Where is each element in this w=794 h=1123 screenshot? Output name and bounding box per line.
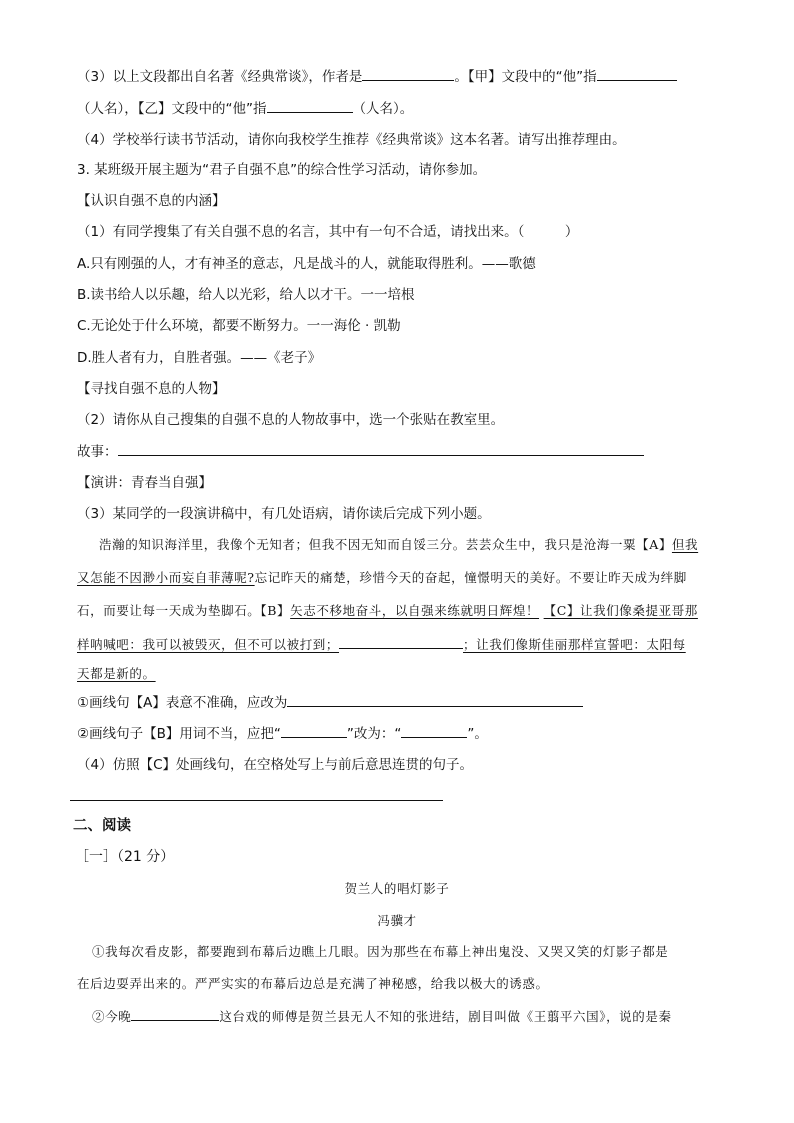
q1-question: （1）有同学搜集了有关自强不息的名言，其中有一句不合适，请找出来。（ ） — [77, 224, 579, 240]
section-reading: 二、阅读 — [73, 818, 131, 834]
passage-l2-text: 忘记昨天的痛楚，珍惜今天的奋起，憧憬明天的美好。不要让昨天成为绊脚 — [254, 570, 687, 585]
answer-line[interactable] — [70, 800, 443, 801]
para2-text-a: ②今晚 — [92, 1009, 132, 1024]
q3-line2 — [77, 98, 413, 119]
author-blank[interactable] — [362, 66, 454, 81]
q3-text-b: 。【甲】文段中的“他”指 — [454, 69, 597, 85]
sub-question-2 — [77, 723, 488, 744]
story-label: 故事： — [77, 444, 118, 460]
q3-line1 — [77, 66, 677, 87]
q4-imitation-question: （4）仿照【C】处画线句，在空格处写上与前后意思连贯的句子。 — [77, 757, 474, 773]
sub2-text-b: ”改为：“ — [346, 726, 402, 742]
sub1-text: ①画线句【A】表意不准确，应改为 — [77, 695, 288, 711]
sentence-a-part1: 但我 — [671, 537, 699, 552]
option-c[interactable]: C.无论处于什么环境，都要不断努力。一一海伦 · 凯勒 — [77, 318, 401, 334]
revise-a-blank[interactable] — [287, 692, 583, 707]
passage-l3-text: 石，而要让每一天成为垫脚石。【B】 — [77, 603, 291, 618]
para2-text-b: 这台戏的师傅是贺兰县无人不知的张进结，剧目叫做《王翦平六国》，说的是秦 — [219, 1009, 672, 1024]
part-one-heading: ［一］（21 分） — [75, 849, 175, 865]
item3-heading: 3. 某班级开展主题为“君子自强不息”的综合性学习活动，请你参加。 — [77, 162, 487, 178]
passage-line-1 — [99, 535, 698, 555]
paragraph-1-line-2: 在后边耍弄出来的。严严实实的布幕后边总是充满了神秘感，给我以极大的诱惑。 — [77, 976, 549, 991]
option-b[interactable]: B.读书给人以乐趣，给人以光彩，给人以才干。一一培根 — [77, 287, 415, 303]
section-meaning: 【认识自强不息的内涵】 — [77, 193, 226, 209]
sentence-c-part3: ；让我们像斯佳丽那样宣誓吧：太阳每 — [463, 637, 686, 652]
option-d[interactable]: D.胜人者有力，自胜者强。——《老子》 — [77, 350, 322, 366]
sub2-text-a: ②画线句子【B】用词不当，应把“ — [77, 726, 281, 742]
q4-question: （4）学校举行读书节活动，请你向我校学生推荐《经典常谈》这本名著。请写出推荐理由。 — [77, 132, 626, 148]
passage-line-2 — [77, 568, 687, 588]
sub-question-1 — [77, 692, 583, 713]
passage-line-5 — [77, 664, 156, 684]
paragraph-2-line-1 — [92, 1006, 672, 1027]
sentence-a-part2: 又怎能不因渺小而妄自菲薄呢? — [77, 570, 255, 585]
jia-person-blank[interactable] — [597, 66, 677, 81]
q3-line2-text-a: （人名），【乙】文段中的“他”指 — [77, 101, 267, 117]
option-a[interactable]: A.只有刚强的人，才有神圣的意志，凡是战斗的人，就能取得胜利。——歌德 — [77, 256, 536, 272]
q3-line2-text-b: （人名）。 — [352, 101, 414, 117]
section-speech: 【演讲：青春当自强】 — [77, 475, 212, 491]
section-person: 【寻找自强不息的人物】 — [77, 381, 226, 397]
paragraph-1-line-1: ①我每次看皮影，都要跑到布幕后边瞧上几眼。因为那些在布幕上神出鬼没、又哭又笑的灯影子都是 — [92, 944, 669, 959]
sentence-c-part4: 天都是新的。 — [77, 666, 156, 681]
imitation-blank[interactable] — [339, 634, 463, 649]
sentence-c-part2: 样呐喊吧：我可以被毁灭，但不可以被打到； — [77, 637, 340, 652]
correct-word-blank[interactable] — [401, 723, 467, 738]
story-line — [77, 441, 644, 462]
q3-text-a: （3）以上文段都出自名著《经典常谈》，作者是 — [77, 69, 363, 85]
article-title: 贺兰人的唱灯影子 — [344, 881, 450, 896]
yi-person-blank[interactable] — [267, 98, 353, 113]
sentence-b: 矢志不移地奋斗，以自强来练就明日辉煌！ — [290, 603, 540, 618]
sub2-text-c: ”。 — [467, 726, 488, 742]
passage-line-4 — [77, 634, 686, 655]
para2-blank[interactable] — [131, 1006, 219, 1021]
article-author: 冯骥才 — [377, 913, 417, 928]
sentence-c-part1: 【C】让我们像桑提亚哥那 — [543, 603, 698, 618]
passage-line-3 — [77, 601, 698, 621]
wrong-word-blank[interactable] — [281, 723, 347, 738]
q2-question: （2）请你从自己搜集的自强不息的人物故事中，选一个张贴在教室里。 — [77, 412, 505, 428]
q3-speech-question: （3）某同学的一段演讲稿中，有几处语病，请你读后完成下列小题。 — [77, 506, 491, 522]
passage-l1-text: 浩瀚的知识海洋里，我像个无知者；但我不因无知而自馁三分。芸芸众生中，我只是沧海一粟【A】 — [99, 537, 672, 552]
story-blank[interactable] — [118, 441, 644, 456]
